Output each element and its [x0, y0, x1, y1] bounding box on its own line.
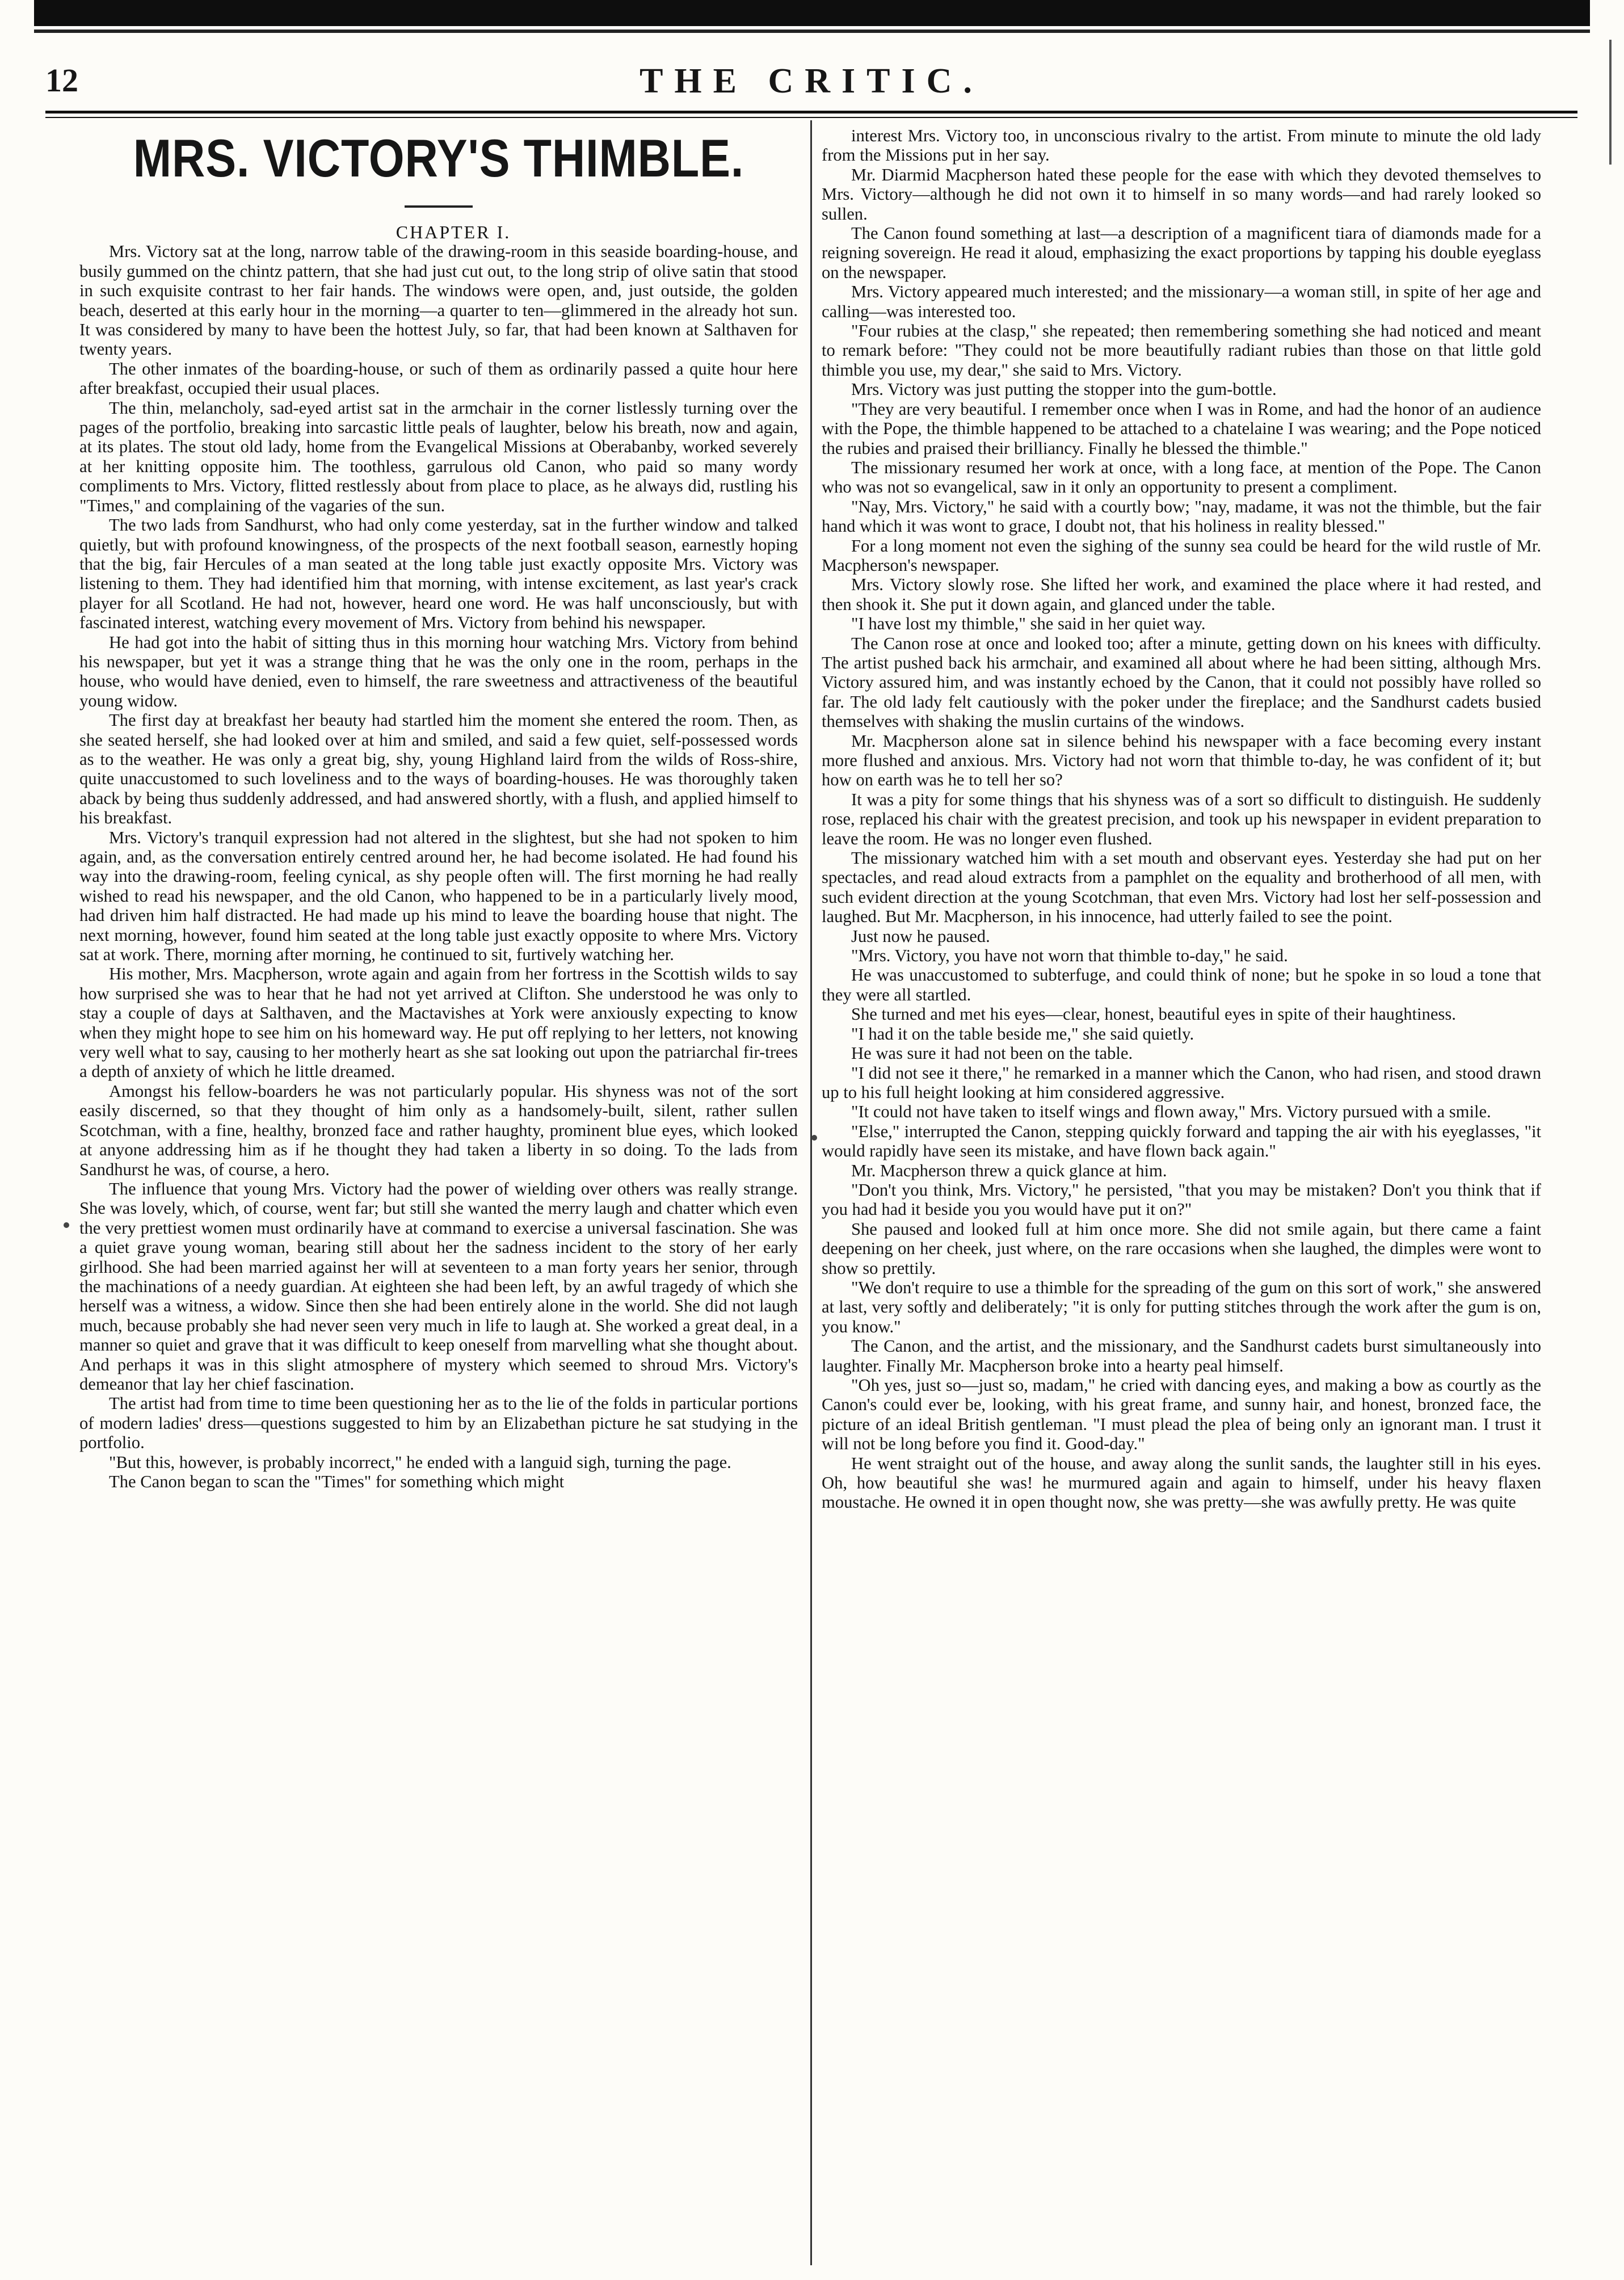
- paragraph: Mrs. Victory sat at the long, narrow table of the drawing-room in this seaside boarding-house, and busily gummed on the chintz pattern, that she had just cut out, to the long strip of olive satin that stood in such exquisite contrast to her fair hands. The windows were open, and, just outside, the golden beach, deserted at this early hour in the morning—a quarter to ten—glimmered in the already hot sun. It was considered by many to have been the hottest July, so far, that had been known at Salthaven for twenty years.: [79, 242, 798, 359]
- paragraph: Mrs. Victory's tranquil expression had not altered in the slightest, but she had not spoken to him again, and, as the conversation entirely centred around her, he had become isolated. He had found his way into the drawing-room, feeling cynical, as shy people often will. The first morning he had really wished to read his newspaper, and the old Canon, who happened to be in a particularly lively mood, had driven him half distracted. He had made up his mind to leave the boarding house that night. The next morning, however, found him seated at the long table just exactly opposite to where Mrs. Victory sat at work. There, morning after morning, he continued to sit, furtively watching her.: [79, 827, 798, 965]
- print-mark: [811, 1135, 817, 1141]
- left-column: [79, 125, 798, 2258]
- running-title: THE CRITIC.: [639, 62, 983, 100]
- story-title: MRS. VICTORY'S THIMBLE.: [133, 128, 744, 188]
- paragraph: "Oh yes, just so—just so, madam," he cried with dancing eyes, and making a bow as courtly as the Canon's could ever be, looking, with his great frame, and sunny hair, and honest, bronzed face, the picture of an ideal British gentleman. "I must plead the plea of being only an ignorant man. I trust it will not be long before you find it. Good-day.": [822, 1375, 1541, 1454]
- paragraph: The Canon found something at last—a description of a magnificent tiara of diamonds made for a reigning sovereign. He read it aloud, emphasizing the exact proportions by tapping his double eyeglass on the newspaper.: [822, 224, 1541, 282]
- paragraph: Amongst his fellow-boarders he was not particularly popular. His shyness was not of the sort easily discerned, so that they thought of him only as a handsomely-built, silent, rather sullen Scotchman, with a fine, healthy, bronzed face and rather haughty, prominent blue eyes, which looked at anyone addressing him as if he thought they had taken a liberty in so doing. To the lads from Sandhurst he was, of course, a hero.: [79, 1081, 798, 1179]
- paragraph: Mr. Macpherson alone sat in silence behind his newspaper with a face becoming every instant more flushed and anxious. Mrs. Victory had not worn that thimble to-day, he was confident of it; but how on earth was he to tell her so?: [822, 731, 1541, 790]
- page-header: [45, 57, 1577, 119]
- paragraph: The two lads from Sandhurst, who had only come yesterday, sat in the further window and talked quietly, but with profound knowingness, of the prospects of the next football season, earnestly hoping that the big, fair Hercules of a man seated at the long table just exactly opposite Mrs. Victory was listening to them. They had identified him that morning, with intense excitement, as last year's crack player for all Scotland. He had not, however, heard one word. He was half unconsciously, but with fascinated interest, watching every movement of Mrs. Victory from behind his newspaper.: [79, 515, 798, 633]
- paragraph: The artist had from time to time been questioning her as to the lie of the folds in particular portions of modern ladies' dress—questions suggested to him by an Elizabethan picture he sat studying in the portfolio.: [79, 1394, 798, 1453]
- paragraph: The missionary resumed her work at once, with a long face, at mention of the Pope. The Canon who was not so evangelical, saw in it only an opportunity to present a compliment.: [822, 457, 1541, 497]
- paragraph: She paused and looked full at him once more. She did not smile again, but there came a faint deepening on her cheek, just where, on the rare occasions when she laughed, the dimples were wont to show so prettily.: [822, 1219, 1541, 1278]
- top-border-thin-rule: [34, 30, 1590, 33]
- paragraph: "But this, however, is probably incorrect," he ended with a languid sigh, turning the page.: [109, 1452, 731, 1472]
- paragraph: The Canon, and the artist, and the missionary, and the Sandhurst cadets burst simultaneously into laughter. Finally Mr. Macpherson broke into a hearty peal himself.: [822, 1336, 1541, 1375]
- paragraph: "They are very beautiful. I remember once when I was in Rome, and had the honor of an audience with the Pope, the thimble happened to be attached to a chatelaine I was wearing; and the Pope noticed the rubies and praised their brilliancy. Finally he blessed the thimble.": [822, 399, 1541, 458]
- paragraph: Mrs. Victory appeared much interested; and the missionary—a woman still, in spite of her age and calling—was interested too.: [822, 282, 1541, 321]
- paragraph: He had got into the habit of sitting thus in this morning hour watching Mrs. Victory from behind his newspaper, but yet it was a strange thing that he was the only one in the room, perhaps in the house, who would have denied, even to himself, the rare sweetness and attractiveness of the beautiful young widow.: [79, 632, 798, 710]
- top-border-rule: [34, 0, 1590, 26]
- paragraph: Mr. Macpherson threw a quick glance at him.: [851, 1160, 1167, 1180]
- paragraph: "I have lost my thimble," she said in her quiet way.: [851, 614, 1206, 634]
- paragraph: She turned and met his eyes—clear, honest, beautiful eyes in spite of their haughtiness.: [851, 1004, 1456, 1024]
- page-number: 12: [45, 62, 78, 99]
- paragraph: It was a pity for some things that his shyness was of a sort so difficult to distinguish. He suddenly rose, replaced his chair with the greatest precision, and took up his newspaper in evident preparation to leave the room. He was no longer even flushed.: [822, 789, 1541, 848]
- paragraph: For a long moment not even the sighing of the sunny sea could be heard for the wild rustle of Mr. Macpherson's newspaper.: [822, 536, 1541, 575]
- paragraph: "Nay, Mrs. Victory," he said with a courtly bow; "nay, madame, it was not the thimble, but the fair hand which it was wont to grace, I doubt not, that his holiness in reality blessed.": [822, 497, 1541, 536]
- paragraph: He was sure it had not been on the table.: [851, 1044, 1133, 1063]
- paragraph: "Else," interrupted the Canon, stepping quickly forward and tapping the air with his eyeglasses, "it would rapidly have seen its mistake, and have flown back again.": [822, 1121, 1541, 1161]
- margin-mark: [1609, 40, 1612, 165]
- header-rule: [45, 111, 1577, 113]
- paragraph: "Four rubies at the clasp," she repeated; then remembering something she had noticed and meant to remark before: "They could not be more beautifully radiant rubies than those on that little gold thimble you use, my dear," she said to Mrs. Victory.: [822, 321, 1541, 380]
- paragraph: "Mrs. Victory, you have not worn that thimble to-day," he said.: [851, 946, 1288, 966]
- paragraph: The other inmates of the boarding-house, or such of them as ordinarily passed a quite hour here after breakfast, occupied their usual places.: [79, 359, 798, 398]
- paragraph: "We don't require to use a thimble for the spreading of the gum on this sort of work," she answered at last, very softly and deliberately; "it is only for putting stitches through the work after the gum is on, you know.": [822, 1277, 1541, 1336]
- print-mark: [64, 1222, 69, 1228]
- title-rule: [405, 205, 473, 208]
- header-rule-thin: [45, 117, 1577, 118]
- paragraph: "I did not see it there," he remarked in a manner which the Canon, who had risen, and stood drawn up to his full height looking at him considered aggressive.: [822, 1063, 1541, 1102]
- paragraph: The influence that young Mrs. Victory had the power of wielding over others was really strange. She was lovely, which, of course, went far; but still she wanted the merry laugh and chatter which even the very prettiest women must ordinarily have at command to exercise a universal fascination. She was a quiet grave young woman, bearing still about her the sadness incident to the story of her early girlhood. She had been married against her will at seventeen to a man forty years her senior, through the machinations of a needy guardian. At eighteen she had been left, by an awful tragedy of which she herself was a witness, a widow. Since then she had been entirely alone in the world. She did not laugh much, because probably she had never seen very much in life to laugh at. She worked a great deal, in a manner so quiet and grave that it was difficult to keep oneself from marvelling what she thought about. And perhaps it was in this slight atmosphere of mystery which seemed to shroud Mrs. Victory's demeanor that lay her chief fascination.: [79, 1179, 798, 1394]
- paragraph: "It could not have taken to itself wings and flown away," Mrs. Victory pursued with a smile.: [851, 1102, 1491, 1122]
- paragraph: "Don't you think, Mrs. Victory," he persisted, "that you may be mistaken? Don't you think that if you had had it beside you you would have put it on?": [822, 1180, 1541, 1219]
- left-column-text: [79, 242, 798, 1491]
- paragraph: He was unaccustomed to subterfuge, and could think of none; but he spoke in so loud a tone that they were all startled.: [822, 965, 1541, 1004]
- paragraph: The first day at breakfast her beauty had startled him the moment she entered the room. Then, as she seated herself, she had looked over at him and smiled, and said a few quiet, self-possessed words as to the weather. He was only a great big, shy, young Highland laird from the wilds of Ross-shire, quite unaccustomed to such loveliness and to the ways of boarding-houses. He was thoroughly taken aback by being thus suddenly addressed, and had answered shortly, with a flush, and applied himself to his breakfast.: [79, 710, 798, 828]
- right-column: [822, 126, 1541, 2260]
- paragraph: The thin, melancholy, sad-eyed artist sat in the armchair in the corner listlessly turning over the pages of the portfolio, breaking into sarcastic little peals of laughter, below his breath, now and again, at its plates. The stout old lady, home from the Evangelical Missions at Oberabanby, worked severely at her knitting opposite him. The toothless, garrulous old Canon, who paid so many wordy compliments to Mrs. Victory, flitted restlessly about from place to place, as he always did, rustling his "Times," and complaining of the vagaries of the sun.: [79, 398, 798, 515]
- paragraph: Mr. Diarmid Macpherson hated these people for the ease with which they devoted themselves to Mrs. Victory—although he did not own it to himself in so many words—and had rarely looked so sullen.: [822, 165, 1541, 224]
- chapter-heading: CHAPTER I.: [396, 222, 511, 242]
- paragraph: interest Mrs. Victory too, in unconscious rivalry to the artist. From minute to minute the old lady from the Missions put in her say.: [822, 126, 1541, 165]
- paragraph: Mrs. Victory slowly rose. She lifted her work, and examined the place where it had rested, and then shook it. She put it down again, and glanced under the table.: [822, 575, 1541, 614]
- paragraph: Just now he paused.: [851, 926, 990, 946]
- paragraph: The Canon rose at once and looked too; after a minute, getting down on his knees with difficulty. The artist pushed back his armchair, and examined all about where he had been sitting, although Mrs. Victory assured him, and was instantly echoed by the Canon, that it could not possibly have rolled so far. The old lady felt cautiously with the poker under the fireplace; and the Sandhurst cadets busied themselves with shaking the muslin curtains of the windows.: [822, 633, 1541, 731]
- right-column-text: [822, 126, 1541, 1512]
- paragraph: Mrs. Victory was just putting the stopper into the gum-bottle.: [851, 380, 1277, 399]
- paragraph: "I had it on the table beside me," she said quietly.: [851, 1024, 1194, 1044]
- paragraph: His mother, Mrs. Macpherson, wrote again and again from her fortress in the Scottish wilds to say how surprised she was to hear that he had not yet arrived at Clifton. She understood he was only to stay a couple of days at Salthaven, and the Mactavishes at York were anxiously expecting to know when they might hope to see him on his homeward way. He put off replying to her letters, not knowing very well what to say, causing to her motherly heart as she sat looking out upon the patriarchal fir-trees a depth of anxiety of which he little dreamed.: [79, 964, 798, 1082]
- paragraph: He went straight out of the house, and away along the sunlit sands, the laughter still in his eyes. Oh, how beautiful she was! he murmured again and again to himself, under his heavy flaxen moustache. He owned it in open thought now, she was pretty—she was awfully pretty. He was quite: [822, 1453, 1541, 1512]
- paragraph: The missionary watched him with a set mouth and observant eyes. Yesterday she had put on her spectacles, and read aloud extracts from a pamphlet on the equality and brotherhood of all men, with such evident direction at the young Scotchman, that even Mrs. Victory had lost her self-possession and laughed. But Mr. Macpherson, in his innocence, had utterly failed to see the point.: [822, 848, 1541, 927]
- column-divider: [810, 120, 812, 2265]
- paragraph: The Canon began to scan the "Times" for something which might: [109, 1472, 565, 1491]
